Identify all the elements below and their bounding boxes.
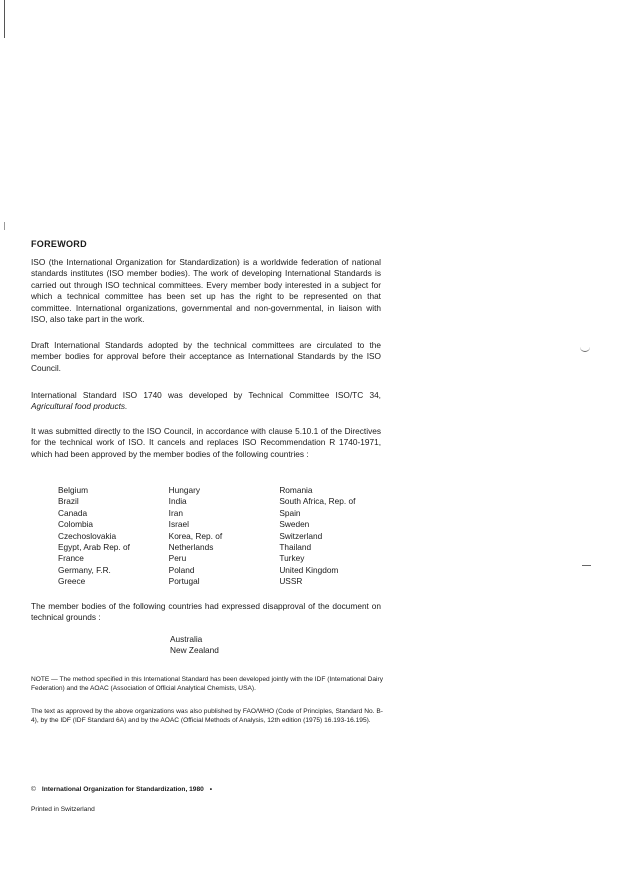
- country-column-1: [58, 485, 169, 588]
- scan-artifact-mark: [580, 347, 590, 352]
- page-edge-mark: [4, 0, 5, 38]
- paragraph-draft-standards: Draft International Standards adopted by the technical committees are circulated to the member bodies for approval before their acceptance as International Standards by the ISO Council.: [31, 340, 381, 373]
- paragraph-developed-by: [31, 390, 381, 413]
- printed-in: Printed in Switzerland: [31, 806, 95, 813]
- copyright-line: [31, 786, 212, 793]
- country-item: Switzerland: [279, 530, 323, 541]
- country-item: India: [168, 496, 187, 507]
- foreword-heading: FOREWORD: [31, 239, 87, 249]
- country-item: Thailand: [279, 542, 312, 553]
- bullet-icon: •: [209, 786, 213, 793]
- disapproving-countries-list: [170, 634, 219, 657]
- country-item: Spain: [279, 507, 301, 518]
- country-item: New Zealand: [170, 645, 219, 656]
- country-item: Germany, F.R.: [58, 564, 111, 575]
- copyright-symbol: ©: [31, 786, 36, 793]
- approving-countries-list: [58, 485, 388, 588]
- country-item: Turkey: [279, 553, 305, 564]
- country-item: Netherlands: [168, 542, 214, 553]
- country-item: Czechoslovakia: [58, 530, 117, 541]
- country-item: Belgium: [58, 485, 88, 495]
- country-item: Romania: [279, 485, 313, 495]
- country-item: South Africa, Rep. of: [279, 496, 356, 507]
- country-item: France: [58, 553, 84, 564]
- country-item: Colombia: [58, 519, 94, 530]
- country-item: Portugal: [168, 576, 200, 587]
- country-item: Brazil: [58, 496, 79, 507]
- country-item: Korea, Rep. of: [168, 530, 223, 541]
- country-item: United Kingdom: [279, 564, 339, 575]
- country-item: Egypt, Arab Rep. of: [58, 542, 130, 553]
- paragraph-iso-intro: ISO (the International Organization for Standardization) is a worldwide federation of national standards institutes (ISO member bodies). The work of developing International Standards is carried out through ISO technical committees. Every member body interested in a subject for which a technical committee has been set up has the right to be represented on that committee. International organizations, governmental and non-governmental, in liaison with ISO, also take part in the work.: [31, 257, 381, 325]
- country-item: Australia: [170, 634, 203, 644]
- note-publication: The text as approved by the above organizations was also published by FAO/WHO (Code of Principles, Standard No. B-4), by the IDF (IDF Standard 6A) and by the AOAC (Official Methods of Analysis, 12th edition (1975) 16.193-16.195).: [31, 708, 383, 725]
- country-item: Hungary: [168, 485, 201, 495]
- scan-artifact-mark: [582, 561, 591, 566]
- country-column-3: [279, 485, 388, 588]
- paragraph-disapproval: The member bodies of the following countries had expressed disapproval of the document on technical grounds :: [31, 601, 381, 623]
- country-item: Canada: [58, 507, 88, 518]
- committee-title: Agricultural food products.: [31, 401, 128, 412]
- page-edge-mark-lower: [4, 222, 5, 230]
- country-item: USSR: [279, 576, 303, 587]
- country-item: Poland: [168, 564, 195, 575]
- note-joint-development: NOTE — The method specified in this International Standard has been developed jointly with the IDF (International Dairy Federation) and the AOAC (Association of Official Analytical Chemists, USA).: [31, 676, 383, 693]
- country-item: Peru: [168, 553, 187, 564]
- country-item: Iran: [168, 507, 183, 518]
- country-column-2: [169, 485, 280, 588]
- paragraph-submission: It was submitted directly to the ISO Council, in accordance with clause 5.10.1 of the Directives for the technical work of ISO. It cancels and replaces ISO Recommendation R 1740-1971, which had been approved by the member bodies of the following countries :: [31, 426, 381, 459]
- copyright-text: International Organization for Standardization, 1980: [41, 786, 204, 793]
- country-item: Israel: [168, 519, 189, 530]
- developed-by-text: International Standard ISO 1740 was developed by Technical Committee ISO/TC 34,: [31, 390, 381, 400]
- country-item: Greece: [58, 576, 86, 587]
- country-item: Sweden: [279, 519, 310, 530]
